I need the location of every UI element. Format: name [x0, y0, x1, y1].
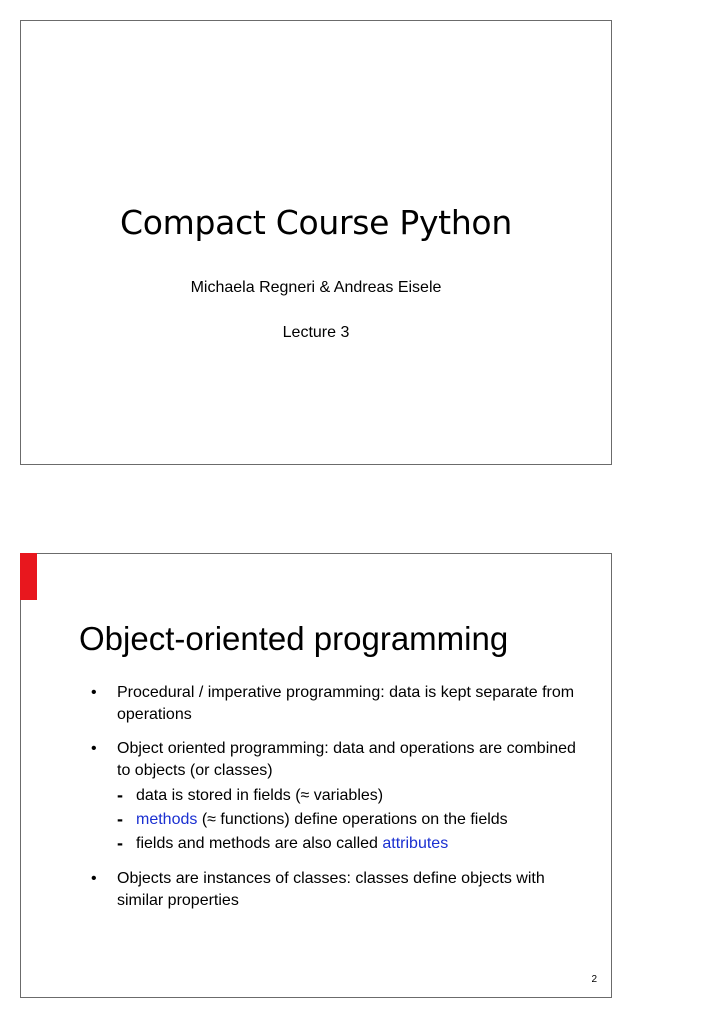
bullet-item	[91, 682, 591, 726]
attributes-term: attributes	[382, 835, 449, 852]
title-slide	[20, 20, 612, 465]
dash-icon: -	[117, 833, 123, 853]
course-title: Compact Course Python	[120, 203, 512, 242]
red-accent-bar	[20, 553, 37, 600]
content-slide	[20, 553, 612, 998]
sub-bullet-text: fields and methods are also called	[136, 835, 383, 852]
sub-bullet-item	[117, 832, 591, 856]
lecture-label: Lecture 3	[282, 324, 350, 341]
sub-bullet-item	[117, 784, 591, 808]
bullet-text: Object oriented programming: data and operations are combined to objects (or classes)	[117, 740, 576, 779]
bullet-icon: •	[91, 870, 97, 887]
slide-title: Object-oriented programming	[79, 620, 509, 657]
methods-term: methods	[136, 811, 198, 828]
authors: Michaela Regneri & Andreas Eisele	[190, 279, 442, 296]
sub-bullet-text: (≈ functions) define operations on the fields	[197, 811, 508, 828]
bullet-text: Procedural / imperative programming: data is kept separate from operations	[117, 684, 575, 723]
sub-bullet-item	[117, 808, 591, 832]
bullet-item	[91, 738, 591, 856]
dash-icon: -	[117, 785, 123, 805]
bullet-item	[91, 868, 591, 912]
sub-bullet-text: data is stored in fields (≈ variables)	[136, 787, 384, 804]
bullet-list	[91, 682, 591, 924]
bullet-icon: •	[91, 684, 97, 701]
dash-icon: -	[117, 809, 123, 829]
sub-bullet-list	[117, 784, 591, 856]
bullet-text: Objects are instances of classes: classes define objects with similar properties	[117, 870, 545, 909]
bullet-icon: •	[91, 740, 97, 757]
page-number: 2	[591, 974, 597, 985]
